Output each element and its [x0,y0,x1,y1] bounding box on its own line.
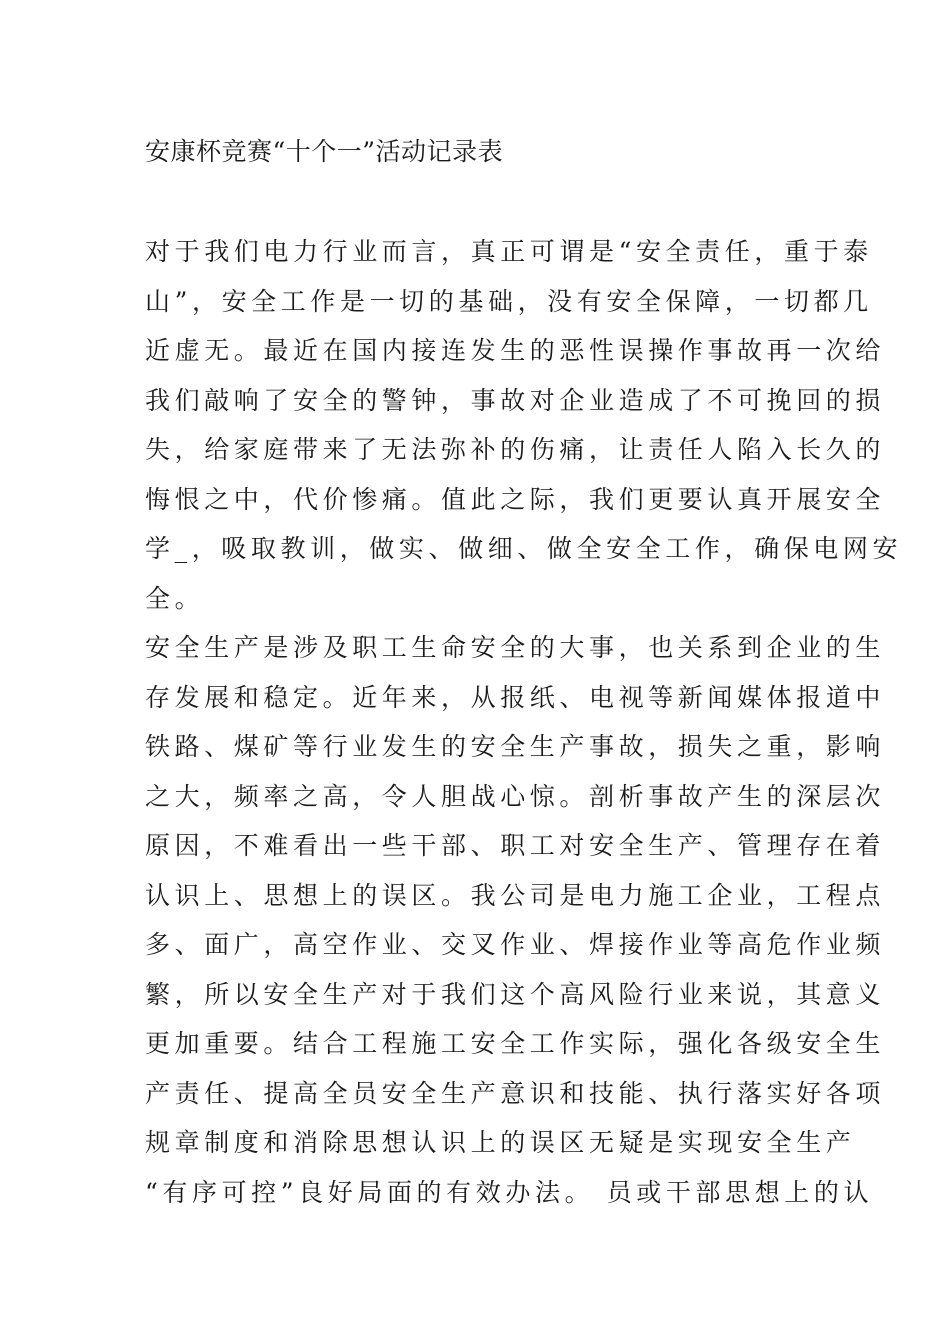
text-line: 山”，安全工作是一切的基础，没有安全保障，一切都几 [145,286,873,316]
document-body [145,227,903,1217]
text-line: 认识上、思想上的误区。我公司是电力施工企业，工程点 [145,880,886,910]
text-line: “有序可控”良好局面的有效办法。 员或干部思想上的认 [145,1177,874,1207]
document-title: 安康杯竞赛“十个一”活动记录表 [145,137,504,166]
text-line: 失，给家庭带来了无法弥补的伤痛，让责任人陷入长久的 [145,435,886,464]
text-line: 全。 [145,583,205,613]
text-line: 多、面广，高空作业、交叉作业、焊接作业等高危作业频 [145,930,886,959]
paragraph-1 [145,227,903,623]
text-line: 产责任、提高全员安全生产意识和技能、执行落实好各项 [145,1078,886,1108]
text-line: 铁路、煤矿等行业发生的安全生产事故，损失之重，影响 [145,732,886,761]
text-line: 学_，吸取教训，做实、做细、做全安全工作，确保电网安 [145,534,903,563]
text-line: 安全生产是涉及职工生命安全的大事，也关系到企业的生 [145,633,886,662]
text-line: 存发展和稳定。近年来，从报纸、电视等新闻媒体报道中 [145,682,886,712]
text-line: 繁，所以安全生产对于我们这个高风险行业来说，其意义 [145,979,886,1009]
text-line: 悔恨之中，代价惨痛。值此之际，我们更要认真开展安全 [145,484,886,514]
text-line: 近虚无。最近在国内接连发生的恶性误操作事故再一次给 [145,336,886,365]
text-line: 规章制度和消除思想认识上的误区无疑是实现安全生产 [145,1128,856,1157]
text-line: 原因，不难看出一些干部、职工对安全生产、管理存在着 [145,831,886,860]
paragraph-2 [145,623,886,1217]
text-line: 对于我们电力行业而言，真正可谓是“安全责任，重于泰 [145,237,873,266]
text-line: 之大，频率之高，令人胆战心惊。剖析事故产生的深层次 [145,781,886,811]
text-line: 我们敲响了安全的警钟，事故对企业造成了不可挽回的损 [145,385,886,415]
text-line: 更加重要。结合工程施工安全工作实际，强化各级安全生 [145,1029,886,1058]
